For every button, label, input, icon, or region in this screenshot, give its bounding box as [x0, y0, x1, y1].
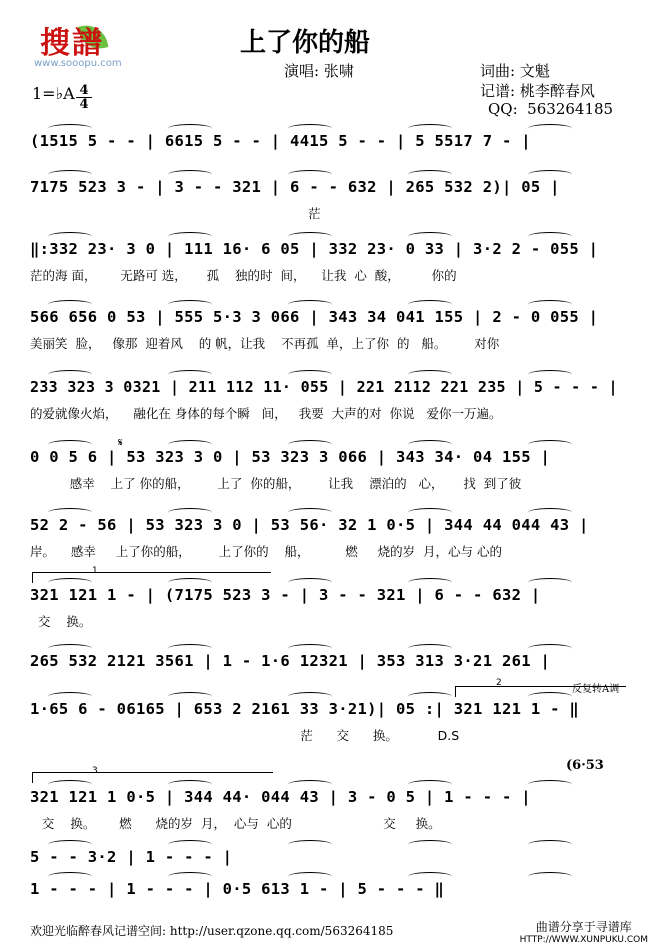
slur-mark	[408, 692, 452, 701]
slur-mark	[288, 872, 332, 881]
lyrics-line: 岸。 感幸 上了你的船， 上了你的 船， 燃 烧的岁 月，心与 心的	[30, 544, 503, 559]
slur-mark	[288, 232, 332, 241]
slur-mark	[408, 872, 452, 881]
song-title: 上了你的船	[240, 28, 371, 58]
slur-mark	[168, 644, 212, 653]
slur-mark	[408, 578, 452, 587]
slur-mark	[168, 508, 212, 517]
footer-right	[520, 918, 648, 945]
slur-mark	[528, 170, 572, 179]
slur-mark	[528, 840, 572, 849]
notation-line: 52 2 - 56 | 53 323 3 0 | 53 56· 32 1 0·5 | 344 44 044 43 |	[30, 516, 589, 534]
slur-mark	[528, 780, 572, 789]
footer-left: 欢迎光临醉春风记谱空间: http://user.qzone.qq.com/563264185	[30, 924, 394, 938]
slur-mark	[408, 508, 452, 517]
notation-line: ‖:332 23· 3 0 | 111 16· 6 05 | 332 23· 0 33 | 3·2 2 - 055 |	[30, 240, 599, 258]
slur-mark	[288, 644, 332, 653]
repeat-key-change-note: 反复转A调	[572, 684, 620, 695]
slur-mark	[288, 692, 332, 701]
slur-mark	[288, 440, 332, 449]
slur-mark	[288, 840, 332, 849]
lyrics-line: 茫	[30, 206, 321, 221]
lyrics-line: 茫的海 面， 无路可 选， 孤 独的时 间， 让我 心 酸， 你的	[30, 268, 457, 283]
paren-note: (6·53	[566, 758, 604, 773]
slur-mark	[48, 170, 92, 179]
lyrics-line: 交 换。 燃 烧的岁 月， 心与 心的 交 换。	[30, 816, 441, 831]
notation-line: 5 - - 3·2 | 1 - - - |	[30, 848, 233, 866]
slur-mark	[528, 124, 572, 133]
slur-mark	[408, 780, 452, 789]
singer: 演唱: 张啸	[284, 62, 354, 80]
notation-line: 566 656 0 53 | 555 5·3 3 066 | 343 34 041 155 | 2 - 0 055 |	[30, 308, 599, 326]
volta-number-1: 1	[92, 566, 98, 576]
lyrics-line: 的爱就像火焰， 融化在 身体的每个瞬 间， 我要 大声的对 你说 爱你一万遍。	[30, 406, 502, 421]
slur-mark	[528, 440, 572, 449]
slur-mark	[528, 872, 572, 881]
slur-mark	[408, 170, 452, 179]
slur-mark	[528, 300, 572, 309]
notation-line: 0 0 5 6 | 53 323 3 0 | 53 323 3 066 | 343 34· 04 155 |	[30, 448, 551, 466]
slur-mark	[168, 124, 212, 133]
volta-bracket-3	[32, 772, 273, 783]
qq-number: QQ: 563264185	[488, 100, 614, 118]
slur-mark	[168, 440, 212, 449]
slur-mark	[408, 370, 452, 379]
notation-line: 321 121 1 - | (7175 523 3 - | 3 - - 321 | 6 - - 632 |	[30, 586, 541, 604]
slur-mark	[408, 232, 452, 241]
slur-mark	[288, 124, 332, 133]
notation-line: 7175 523 3 - | 3 - - 321 | 6 - - 632 | 265 532 2)| 05 |	[30, 178, 560, 196]
slur-mark	[48, 440, 92, 449]
slur-mark	[528, 232, 572, 241]
slur-mark	[408, 124, 452, 133]
slur-mark	[528, 644, 572, 653]
slur-mark	[528, 370, 572, 379]
slur-mark	[48, 840, 92, 849]
notation-line: 1·65 6 - 06165 | 653 2 2161 33 3·21)| 05 :| 321 121 1 - ‖	[30, 700, 580, 718]
slur-mark	[408, 300, 452, 309]
slur-mark	[288, 370, 332, 379]
time-signature	[76, 84, 92, 111]
notation-line: (1515 5 - - | 6615 5 - - | 4415 5 - - | 5 5517 7 - |	[30, 132, 531, 150]
site-logo	[30, 14, 160, 76]
slur-mark	[48, 370, 92, 379]
lyrics-line: 感幸 上了 你的船， 上了 你的船， 让我 漂泊的 心， 找 到了彼	[30, 476, 522, 491]
slur-mark	[168, 370, 212, 379]
lyrics-line: 茫 交 换。 D.S	[30, 728, 460, 743]
time-sig-bottom: 4	[76, 97, 92, 111]
segno-icon: 𝄋	[118, 436, 123, 449]
slur-mark	[288, 578, 332, 587]
slur-mark	[48, 124, 92, 133]
slur-mark	[408, 840, 452, 849]
slur-mark	[408, 440, 452, 449]
footer-right-main: 曲谱分享于寻谱库	[535, 920, 632, 934]
notation-line: 1 - - - | 1 - - - | 0·5 613 1 - | 5 - - - ‖	[30, 880, 445, 898]
slur-mark	[288, 300, 332, 309]
volta-bracket-1	[32, 572, 271, 583]
footer-right-url: HTTP://WWW.XUNPUKU.COM	[519, 935, 648, 945]
slur-mark	[48, 644, 92, 653]
notation-line: 233 323 3 0321 | 211 112 11· 055 | 221 2112 221 235 | 5 - - - |	[30, 378, 618, 396]
slur-mark	[528, 508, 572, 517]
slur-mark	[48, 692, 92, 701]
volta-number-2: 2	[496, 678, 502, 688]
slur-mark	[48, 232, 92, 241]
slur-mark	[168, 692, 212, 701]
slur-mark	[48, 508, 92, 517]
slur-mark	[288, 780, 332, 789]
composer: 词曲: 文魁	[480, 62, 550, 80]
volta-number-3: 3	[92, 766, 98, 776]
transcriber: 记谱: 桃李醉春风	[480, 82, 595, 100]
lyrics-line: 交 换。	[30, 614, 92, 629]
notation-line: 321 121 1 0·5 | 344 44· 044 43 | 3 - 0 5 | 1 - - - |	[30, 788, 531, 806]
slur-mark	[288, 170, 332, 179]
lyrics-line: 美丽笑 脸， 像那 迎着风 的 帆，让我 不再孤 单，上了你 的 船。 对你	[30, 336, 500, 351]
logo-text: 搜譜	[40, 26, 104, 61]
slur-mark	[168, 872, 212, 881]
slur-mark	[288, 508, 332, 517]
slur-mark	[168, 170, 212, 179]
slur-mark	[48, 300, 92, 309]
slur-mark	[408, 644, 452, 653]
logo-url: www.sooopu.com	[34, 58, 122, 69]
slur-mark	[168, 840, 212, 849]
slur-mark	[528, 578, 572, 587]
slur-mark	[168, 300, 212, 309]
slur-mark	[168, 232, 212, 241]
key-signature: 1=♭A	[32, 84, 75, 103]
slur-mark	[48, 872, 92, 881]
time-sig-top: 4	[79, 83, 89, 98]
notation-line: 265 532 2121 3561 | 1 - 1·6 12321 | 353 313 3·21 261 |	[30, 652, 551, 670]
